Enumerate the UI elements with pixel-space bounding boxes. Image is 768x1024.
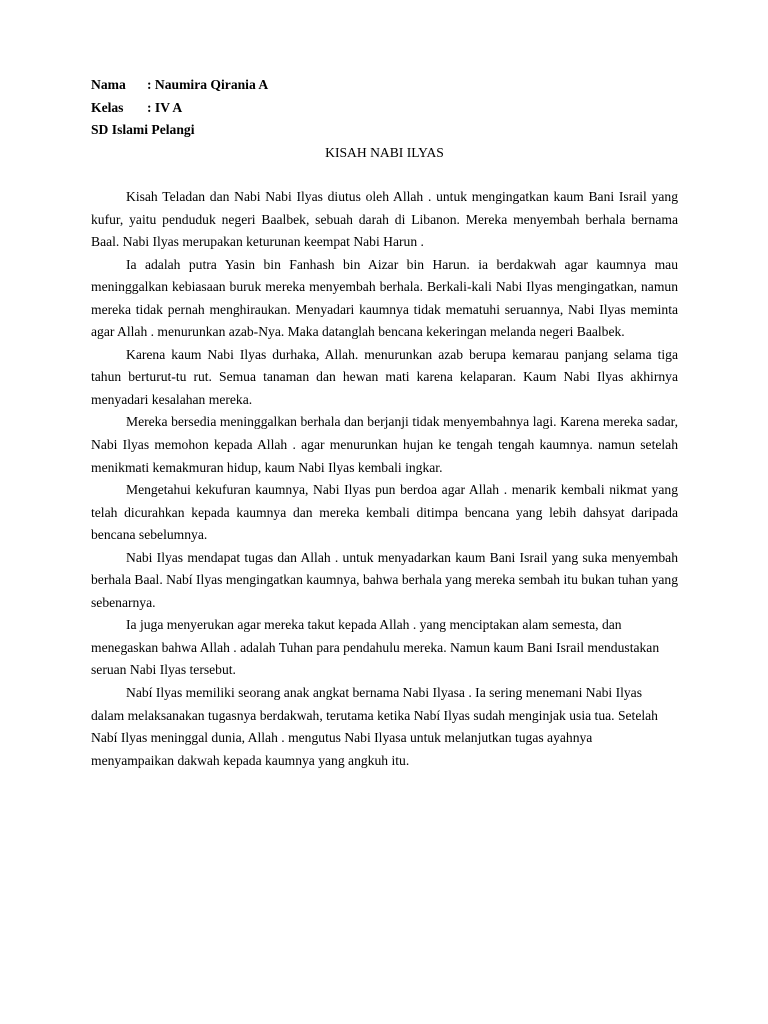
paragraph: Nabí Ilyas memiliki seorang anak angkat bernama Nabi Ilyasa . Ia sering menemani Nabi Ilyas dalam melaksanakan tugasnya berdakwah, terutama ketika Nabí Ilyas sudah menginjak usia tua. Setelah Nabí Ilyas meninggal dunia, Allah . mengutus Nabi Ilyasa untuk melanjutkan tugas ayahnya menyampaikan dakwah kepada kaumnya yang angkuh itu. bbox=[91, 685, 658, 768]
student-class-line bbox=[91, 97, 678, 120]
class-value: : IV A bbox=[147, 99, 183, 115]
paragraph: Mereka bersedia meninggalkan berhala dan berjanji tidak menyembahnya lagi. Karena mereka sadar, Nabi Ilyas memohon kepada Allah . agar menurunkan hujan ke tengah tengah kaumnya. namun setelah menikmati kemakmuran hidup, kaum Nabi Ilyas kembali ingkar. bbox=[91, 414, 678, 475]
paragraph: Kisah Teladan dan Nabi Nabi Ilyas diutus oleh Allah . untuk mengingatkan kaum Bani Israil yang kufur, yaitu penduduk negeri Baalbek, sebuah darah di Libanon. Mereka menyembah berhala bernama Baal. Nabi Ilyas merupakan keturunan keempat Nabi Harun . bbox=[91, 189, 678, 250]
document-title: KISAH NABI ILYAS bbox=[325, 144, 444, 160]
paragraph: Karena kaum Nabi Ilyas durhaka, Allah. menurunkan azab berupa kemarau panjang selama tiga tahun berturut-tu rut. Semua tanaman dan hewan mati karena kelaparan. Kaum Nabi Ilyas akhirnya menyadari kesalahan mereka. bbox=[91, 346, 678, 407]
name-value: : Naumira Qirania A bbox=[147, 77, 269, 92]
paragraph: Mengetahui kekufuran kaumnya, Nabi Ilyas pun berdoa agar Allah . menarik kembali nikmat yang telah dicurahkan kepada kaumnya dan mereka kembali ditimpa bencana yang lebih dahsyat daripada bencana sebelumnya. bbox=[91, 482, 678, 543]
name-label: Nama bbox=[91, 77, 126, 92]
paragraph: Ia adalah putra Yasin bin Fanhash bin Aizar bin Harun. ia berdakwah agar kaumnya mau meninggalkan kebiasaan buruk mereka menyembah berhala. Berkali-kali Nabi Ilyas mengingatkan, namun mereka tidak pernah menghiraukan. Menyadari kaumnya tidak mematuhi seruannya, Nabi Ilyas meminta agar Allah . menurunkan azab-Nya. Maka datanglah bencana kekeringan melanda negeri Baalbek. bbox=[91, 256, 678, 340]
paragraph: Ia juga menyerukan agar mereka takut kepada Allah . yang menciptakan alam semesta, dan menegaskan bahwa Allah . adalah Tuhan para pendahulu mereka. Namun kaum Bani Israil mendustakan seruan Nabi Ilyas tersebut. bbox=[91, 617, 660, 678]
paragraph: Nabi Ilyas mendapat tugas dan Allah . untuk menyadarkan kaum Bani Israil yang suka menyembah berhala Baal. Nabí Ilyas mengingatkan kaumnya, bahwa berhala yang mereka sembah itu bukan tuhan yang sebenarnya. bbox=[91, 549, 678, 610]
document-page bbox=[91, 74, 678, 772]
document-body bbox=[91, 186, 678, 772]
student-name-line bbox=[91, 74, 678, 97]
school-name: SD Islami Pelangi bbox=[91, 122, 195, 137]
class-label: Kelas bbox=[91, 99, 124, 115]
